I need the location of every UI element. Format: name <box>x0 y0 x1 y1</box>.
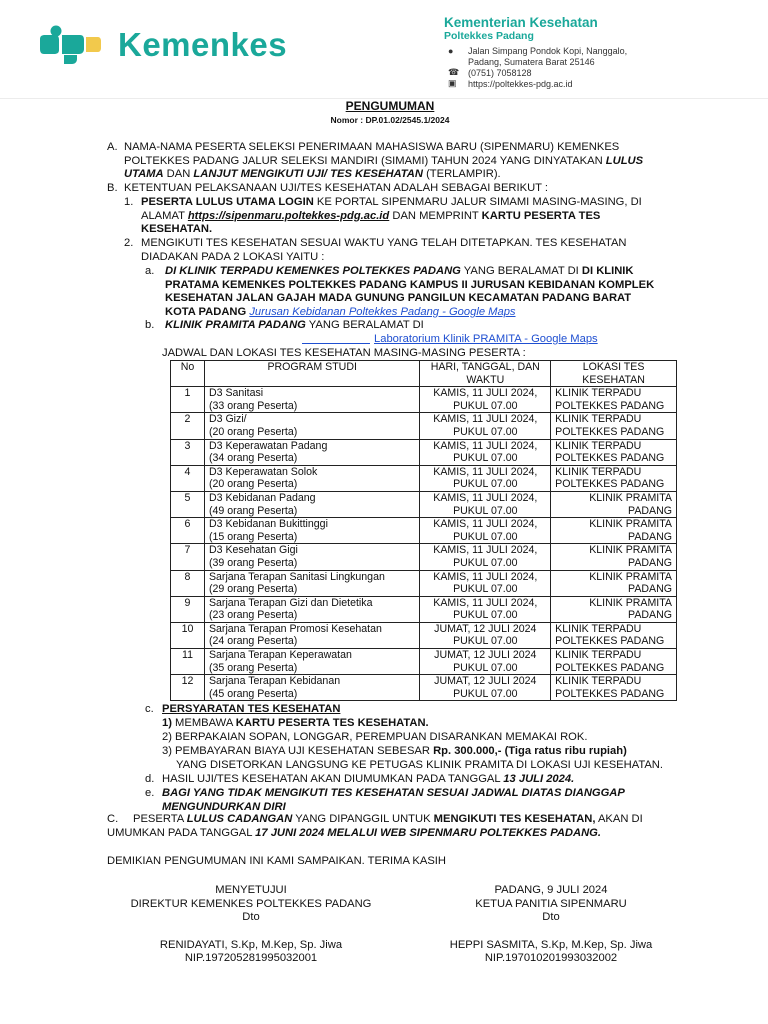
schedule-date: KAMIS, 11 JULI 2024, <box>433 413 538 426</box>
table-row <box>171 675 677 701</box>
header-location <box>551 361 677 387</box>
schedule-time: PUKUL 07.00 <box>453 687 518 700</box>
row-program <box>204 518 419 544</box>
row-location <box>551 622 677 648</box>
schedule-date: KAMIS, 11 JULI 2024, <box>433 491 538 504</box>
row-location <box>551 491 677 517</box>
item-1-marker: 1. <box>124 196 134 208</box>
row-program <box>204 622 419 648</box>
header-date <box>420 361 551 387</box>
location-line-2: PADANG <box>628 583 672 596</box>
row-program <box>204 596 419 622</box>
participant-count: (35 orang Peserta) <box>208 661 298 674</box>
institution-name: Poltekkes Padang <box>444 30 534 42</box>
row-schedule <box>420 596 551 622</box>
section-b-marker: B. <box>107 182 118 194</box>
location-line-2: POLTEKKES PADANG <box>555 425 665 438</box>
link-underline <box>302 343 370 344</box>
schedule-date: KAMIS, 11 JULI 2024, <box>433 465 538 478</box>
schedule-date: KAMIS, 11 JULI 2024, <box>433 596 538 609</box>
row-location <box>551 570 677 596</box>
schedule-date: KAMIS, 11 JULI 2024, <box>433 570 538 583</box>
row-program <box>204 570 419 596</box>
row-number: 7 <box>171 544 205 570</box>
section-a-line-1: NAMA-NAMA PESERTA SELEKSI PENERIMAAN MAHASISWA BARU (SIPENMARU) KEMENKES <box>124 141 620 153</box>
participant-count: (45 orang Peserta) <box>208 687 298 700</box>
row-number: 10 <box>171 622 205 648</box>
table-row <box>171 465 677 491</box>
location-line-2: PADANG <box>628 530 672 543</box>
schedule-time: PUKUL 07.00 <box>453 530 518 543</box>
schedule-time: PUKUL 07.00 <box>453 452 518 465</box>
lanjut-text: LANJUT MENGIKUTI UJI/ TES KESEHATAN <box>193 168 423 181</box>
location-line-1: KLINIK PRAMITA <box>589 518 672 531</box>
table-row <box>171 439 677 465</box>
beralamat-text: YANG BERALAMAT DI <box>460 265 582 277</box>
row-schedule <box>420 491 551 517</box>
row-schedule <box>420 649 551 675</box>
schedule-time: PUKUL 07.00 <box>453 661 518 674</box>
sub-e-line-2: MENGUNDURKAN DIRI <box>162 800 286 813</box>
row-program <box>204 544 419 570</box>
table-row <box>171 596 677 622</box>
row-location <box>551 465 677 491</box>
section-a <box>124 141 680 182</box>
signature-right-name: HEPPI SASMITA, S.Kp, M.Kep, Sp. Jiwa <box>449 938 653 951</box>
klinik-pramita-text: KLINIK PRAMITA PADANG <box>165 319 306 331</box>
table-row <box>171 387 677 413</box>
sub-d <box>162 773 574 787</box>
table-row <box>171 544 677 570</box>
requirement-1-text: MEMBAWA <box>171 717 236 729</box>
item-2-marker: 2. <box>124 237 134 249</box>
schedule-time: PUKUL 07.00 <box>453 609 518 622</box>
participant-count: (34 orang Peserta) <box>208 452 298 465</box>
row-location <box>551 544 677 570</box>
signature-left-line-3: Dto <box>242 911 260 924</box>
website-url: https://poltekkes-pdg.ac.id <box>468 79 573 89</box>
schedule-date: JUMAT, 12 JULI 2024 <box>434 622 537 635</box>
sipenmaru-link[interactable]: https://sipenmaru.poltekkes-pdg.ac.id <box>187 209 390 222</box>
kartu-text: KARTU PESERTA TES <box>481 209 601 222</box>
announce-date: 17 JUNI 2024 MELALUI WEB SIPENMARU POLTEKKES PADANG. <box>255 827 601 839</box>
location-line-1: KLINIK TERPADU <box>555 649 642 662</box>
location-line-2: POLTEKKES PADANG <box>555 399 665 412</box>
row-schedule <box>420 675 551 701</box>
location-line-2: POLTEKKES PADANG <box>555 635 665 648</box>
location-line-2: PADANG <box>628 609 672 622</box>
section-c-marker: C. <box>107 813 119 825</box>
header-location-line-2: KESEHATAN <box>582 373 645 386</box>
requirement-2: 2) BERPAKAIAN SOPAN, LONGGAR, PEREMPUAN DISARANKAN MEMAKAI ROK. <box>162 731 588 743</box>
row-location <box>551 387 677 413</box>
row-schedule <box>420 544 551 570</box>
section-c-line-1 <box>133 813 643 827</box>
utama-text: UTAMA <box>124 168 164 181</box>
schedule-time: PUKUL 07.00 <box>453 556 518 569</box>
sub-c-title: PERSYARATAN TES KESEHATAN <box>162 703 341 715</box>
participant-count: (39 orang Peserta) <box>208 556 298 569</box>
di-klinik-text: DI KLINIK <box>581 265 634 277</box>
header-location-line-1: LOKASI TES <box>582 361 645 373</box>
sub-a <box>165 265 681 319</box>
item-2-line-1: MENGIKUTI TES KESEHATAN SESUAI WAKTU YANG TELAH DITETAPKAN. TES KESEHATAN <box>141 237 627 249</box>
umumkan-text: UMUMKAN PADA TANGGAL <box>107 827 256 839</box>
sub-d-marker: d. <box>145 773 155 785</box>
terlampir-text: (TERLAMPIR). <box>422 168 501 181</box>
program-name: Sarjana Terapan Keperawatan <box>208 649 352 662</box>
table-row <box>171 413 677 439</box>
row-program <box>204 465 419 491</box>
memprint-text: DAN MEMPRINT <box>389 209 482 222</box>
row-number: 1 <box>171 387 205 413</box>
row-schedule <box>420 413 551 439</box>
row-number: 4 <box>171 465 205 491</box>
globe-icon: ▣ <box>448 78 457 88</box>
row-location <box>551 413 677 439</box>
location-line-1: KLINIK PRAMITA <box>589 491 672 504</box>
row-location <box>551 675 677 701</box>
row-location <box>551 596 677 622</box>
location-line-2: POLTEKKES PADANG <box>555 478 665 491</box>
sub-b-marker: b. <box>145 319 155 331</box>
row-number: 8 <box>171 570 205 596</box>
signature-right <box>420 884 682 966</box>
lulus-text: LULUS <box>605 154 644 167</box>
row-program <box>204 649 419 675</box>
sub-a-line-3: KESEHATAN JALAN GAJAH MADA GUNUNG PANGILUN KECAMATAN PADANG BARAT <box>165 292 632 305</box>
phone-number: (0751) 7058128 <box>468 68 532 78</box>
requirement-3-line-2: YANG DISETORKAN LANGSUNG KE PETUGAS KLINIK PRAMITA DI LOKASI UJI KESEHATAN. <box>176 759 663 771</box>
participant-count: (15 orang Peserta) <box>208 530 298 543</box>
row-location <box>551 439 677 465</box>
sub-b-text: YANG BERALAMAT DI <box>305 319 424 331</box>
location-line-1: KLINIK TERPADU <box>555 675 642 688</box>
row-schedule <box>420 465 551 491</box>
schedule-time: PUKUL 07.00 <box>453 635 518 648</box>
address-line-2: Padang, Sumatera Barat 25146 <box>468 57 595 67</box>
row-schedule <box>420 622 551 648</box>
program-name: D3 Sanitasi <box>208 387 264 400</box>
signature-right-line-1: PADANG, 9 JULI 2024 <box>494 884 608 896</box>
section-c-line-2 <box>107 827 601 841</box>
location-line-1: KLINIK TERPADU <box>555 439 642 452</box>
sub-e-line-1: BAGI YANG TIDAK MENGIKUTI TES KESEHATAN SESUAI JADWAL DIATAS DIANGGAP <box>162 787 625 799</box>
kesehatan-text: KESEHATAN. <box>141 223 213 236</box>
logo-wordmark: Kemenkes <box>118 26 288 63</box>
row-number: 5 <box>171 491 205 517</box>
row-location <box>551 518 677 544</box>
dan-text: DAN <box>163 168 194 181</box>
signature-right-line-3: Dto <box>542 911 560 924</box>
location-line-1: KLINIK PRAMITA <box>589 570 672 583</box>
table-row <box>171 491 677 517</box>
dipanggil-text: YANG DIPANGGIL UNTUK <box>292 813 434 825</box>
row-location <box>551 649 677 675</box>
sub-b <box>165 319 424 333</box>
location-line-1: KLINIK TERPADU <box>555 387 642 400</box>
row-number: 12 <box>171 675 205 701</box>
location-line-1: KLINIK PRAMITA <box>589 596 672 609</box>
table-header-row <box>171 361 677 387</box>
row-schedule <box>420 518 551 544</box>
kemenkes-logo <box>38 24 338 68</box>
location-line-1: KLINIK PRAMITA <box>589 544 672 557</box>
row-program <box>204 491 419 517</box>
pramita-maps-link[interactable]: Laboratorium Klinik PRAMITA - Google Maps <box>374 333 598 345</box>
row-number: 6 <box>171 518 205 544</box>
schedule-date: KAMIS, 11 JULI 2024, <box>433 387 538 400</box>
requirement-1-marker: 1) <box>162 717 172 729</box>
schedule-date: KAMIS, 11 JULI 2024, <box>433 439 538 452</box>
signature-left-line-1: MENYETUJUI <box>215 884 287 896</box>
row-program <box>204 439 419 465</box>
schedule-date: KAMIS, 11 JULI 2024, <box>433 544 538 557</box>
row-program <box>204 413 419 439</box>
item-1-bold: PESERTA LULUS UTAMA LOGIN <box>141 196 314 208</box>
table-row <box>171 570 677 596</box>
ministry-name: Kementerian Kesehatan <box>444 15 598 30</box>
program-name: D3 Keperawatan Solok <box>208 465 318 478</box>
signature-left <box>120 884 382 966</box>
location-line-2: POLTEKKES PADANG <box>555 687 665 700</box>
requirement-3 <box>162 745 627 759</box>
program-name: Sarjana Terapan Sanitasi Lingkungan <box>208 570 385 583</box>
schedule-title: JADWAL DAN LOKASI TES KESEHATAN MASING-MASING PESERTA : <box>162 347 526 359</box>
location-icon: ● <box>448 46 454 56</box>
row-program <box>204 387 419 413</box>
item-1 <box>141 196 681 237</box>
location-line-2: PADANG <box>628 556 672 569</box>
row-number: 3 <box>171 439 205 465</box>
participant-count: (24 orang Peserta) <box>208 635 298 648</box>
requirement-3-fee: Rp. 300.000,- (Tiga ratus ribu rupiah) <box>433 745 627 757</box>
participant-count: (33 orang Peserta) <box>208 399 298 412</box>
table-row <box>171 518 677 544</box>
signature-left-name: RENIDAYATI, S.Kp, M.Kep, Sp. Jiwa <box>159 938 343 951</box>
location-line-2: POLTEKKES PADANG <box>555 452 665 465</box>
section-a-marker: A. <box>107 141 118 153</box>
schedule-time: PUKUL 07.00 <box>453 504 518 517</box>
program-name: Sarjana Terapan Kebidanan <box>208 675 341 688</box>
lulus-cadangan-text: LULUS CADANGAN <box>186 813 293 825</box>
kebidanan-maps-link[interactable]: Jurusan Kebidanan Poltekkes Padang - Google Maps <box>249 305 516 318</box>
row-schedule <box>420 387 551 413</box>
program-name: D3 Kebidanan Padang <box>208 491 316 504</box>
location-line-1: KLINIK TERPADU <box>555 465 642 478</box>
schedule-time: PUKUL 07.00 <box>453 399 518 412</box>
sub-d-text: HASIL UJI/TES KESEHATAN AKAN DIUMUMKAN PADA TANGGAL <box>162 773 504 785</box>
kota-padang-text: KOTA PADANG <box>165 305 247 318</box>
header-date-line-2: WAKTU <box>466 373 505 386</box>
peserta-text: PESERTA <box>133 813 187 825</box>
location-line-2: POLTEKKES PADANG <box>555 661 665 674</box>
row-schedule <box>420 570 551 596</box>
section-b-intro: KETENTUAN PELAKSANAAN UJI/TES KESEHATAN ADALAH SEBAGAI BERIKUT : <box>124 182 548 194</box>
section-a-line-2: POLTEKKES PADANG JALUR SELEKSI MANDIRI (SIMAMI) TAHUN 2024 YANG DINYATAKAN <box>124 154 606 167</box>
closing-text: DEMIKIAN PENGUMUMAN INI KAMI SAMPAIKAN. TERIMA KASIH <box>107 855 446 867</box>
sub-e <box>162 787 625 814</box>
sub-c-marker: c. <box>145 703 154 715</box>
requirement-1-bold: KARTU PESERTA TES KESEHATAN. <box>235 717 429 729</box>
program-name: Sarjana Terapan Gizi dan Dietetika <box>208 596 373 609</box>
requirement-3-text: 3) PEMBAYARAN BIAYA UJI KESEHATAN SEBESAR <box>162 745 434 757</box>
participant-count: (20 orang Peserta) <box>208 425 298 438</box>
table-row <box>171 649 677 675</box>
address-block <box>448 46 668 90</box>
signature-right-nip: NIP.197010201993032002 <box>484 952 618 965</box>
header-no: No <box>171 361 205 387</box>
schedule-date: JUMAT, 12 JULI 2024 <box>434 675 537 688</box>
schedule-time: PUKUL 07.00 <box>453 583 518 596</box>
mengikuti-text: MENGIKUTI TES KESEHATAN, <box>433 813 596 825</box>
item-2-line-2: DIADAKAN PADA 2 LOKASI YAITU : <box>141 250 325 263</box>
signature-left-line-2: DIREKTUR KEMENKES POLTEKKES PADANG <box>130 897 372 910</box>
participant-count: (29 orang Peserta) <box>208 583 298 596</box>
phone-icon: ☎ <box>448 67 460 77</box>
location-line-1: KLINIK TERPADU <box>555 413 642 426</box>
row-program <box>204 675 419 701</box>
participant-count: (23 orang Peserta) <box>208 609 298 622</box>
item-1-text: KE PORTAL SIPENMARU JALUR SIMAMI MASING-MASING, DI <box>313 196 642 208</box>
row-number: 2 <box>171 413 205 439</box>
sub-e-marker: e. <box>145 787 155 799</box>
table-row <box>171 622 677 648</box>
program-name: D3 Kesehatan Gigi <box>208 544 298 557</box>
address-line-1: Jalan Simpang Pondok Kopi, Nanggalo, <box>468 46 628 56</box>
requirement-1 <box>162 717 429 731</box>
schedule-time: PUKUL 07.00 <box>453 425 518 438</box>
header-program: PROGRAM STUDI <box>204 361 419 387</box>
klinik-terpadu-text: DI KLINIK TERPADU KEMENKES POLTEKKES PADANG <box>165 265 461 277</box>
participant-count: (49 orang Peserta) <box>208 504 298 517</box>
schedule-date: KAMIS, 11 JULI 2024, <box>433 518 538 531</box>
sub-d-date: 13 JULI 2024. <box>503 773 575 785</box>
kemenkes-logo-icon <box>38 24 102 66</box>
alamat-text: ALAMAT <box>141 209 188 222</box>
location-line-2: PADANG <box>628 504 672 517</box>
row-schedule <box>420 439 551 465</box>
schedule-table <box>170 360 677 701</box>
signature-right-line-2: KETUA PANITIA SIPENMARU <box>475 897 627 910</box>
sub-a-marker: a. <box>145 265 155 277</box>
program-name: D3 Keperawatan Padang <box>208 439 328 452</box>
program-name: D3 Gizi/ <box>208 413 247 426</box>
program-name: D3 Kebidanan Bukittinggi <box>208 518 328 531</box>
row-number: 9 <box>171 596 205 622</box>
document-number: Nomor : DP.01.02/2545.1/2024 <box>330 115 450 125</box>
sub-a-line-2: PRATAMA KEMENKES POLTEKKES PADANG KAMPUS II JURUSAN KEBIDANAN KOMPLEK <box>165 278 655 291</box>
item-2 <box>141 237 681 264</box>
page-title: PENGUMUMAN <box>345 99 435 113</box>
participant-count: (20 orang Peserta) <box>208 478 298 491</box>
location-line-1: KLINIK TERPADU <box>555 622 642 635</box>
row-number: 11 <box>171 649 205 675</box>
akan-text: AKAN DI <box>595 813 643 825</box>
header-date-line-1: HARI, TANGGAL, DAN <box>430 361 540 373</box>
signature-left-nip: NIP.197205281995032001 <box>184 952 318 965</box>
program-name: Sarjana Terapan Promosi Kesehatan <box>208 622 382 635</box>
schedule-date: JUMAT, 12 JULI 2024 <box>434 649 537 662</box>
schedule-time: PUKUL 07.00 <box>453 478 518 491</box>
